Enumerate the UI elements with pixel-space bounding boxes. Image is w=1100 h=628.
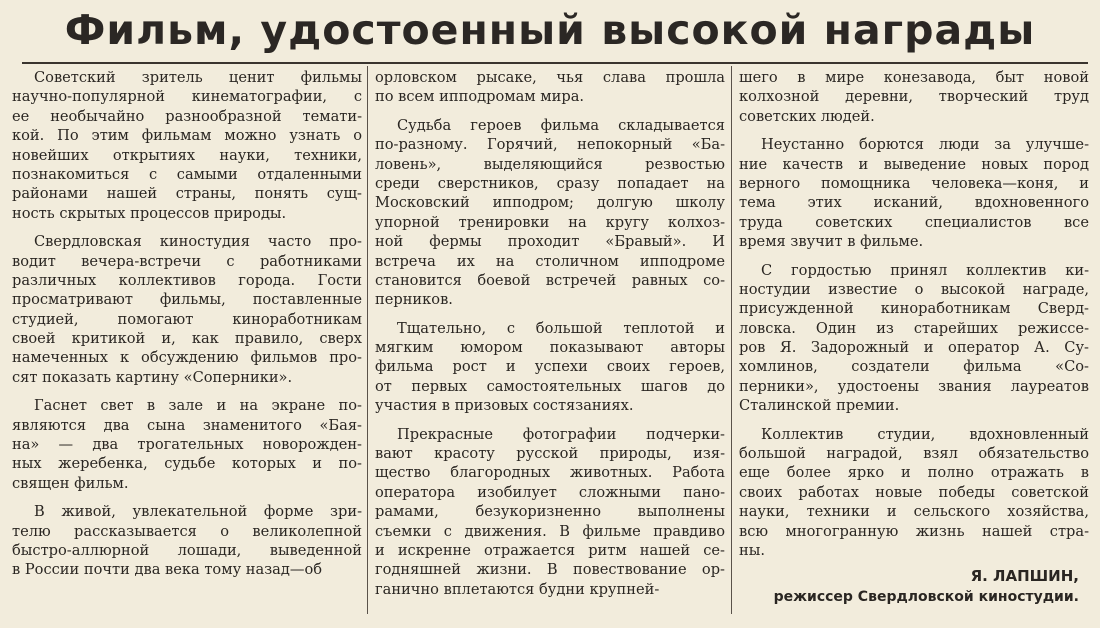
article-paragraph — [12, 502, 362, 580]
article-paragraph — [375, 319, 725, 416]
text-line: сят показать картину «Соперники». — [12, 368, 293, 386]
text-line: быстро-аллюрной лошади, выведенной — [12, 541, 362, 559]
article-paragraph — [739, 261, 1089, 416]
text-line: Коллектив студии, вдохновленный — [761, 425, 1089, 443]
text-line: Прекрасные фотографии подчерки- — [397, 425, 725, 443]
text-line: намеченных к обсуждению фильмов про- — [12, 349, 362, 367]
paragraph-gap — [12, 387, 362, 396]
text-line: по всем ипподромам мира. — [375, 88, 585, 106]
text-line: кой. По этим фильмам можно узнать о — [12, 127, 362, 145]
article-paragraph — [375, 68, 725, 107]
article-column-3 — [739, 68, 1089, 607]
text-line: верного помощника человека—коня, и — [739, 174, 1089, 192]
column-divider — [367, 66, 368, 614]
text-line: время звучит в фильме. — [739, 233, 924, 251]
text-line: священ фильм. — [12, 474, 129, 492]
text-line: мягким юмором показывают авторы — [375, 339, 725, 357]
paragraph-gap — [12, 223, 362, 232]
text-line: съемки с движения. В фильме правдиво — [375, 522, 725, 540]
paragraph-gap — [739, 252, 1089, 261]
text-line: от первых самостоятельных шагов до — [375, 377, 725, 395]
text-line: науки, техники и сельского хозяйства, — [739, 503, 1089, 521]
text-line: просматривают фильмы, поставленные — [12, 291, 362, 309]
text-line: ние качеств и выведение новых пород — [739, 155, 1089, 173]
text-line: еще более ярко и полно отражать в — [739, 464, 1089, 482]
text-line: научно-популярной кинематографии, с — [12, 88, 362, 106]
author-title: режиссер Свердловской киностудии. — [773, 589, 1079, 606]
text-line: своей критикой и, как правило, сверх — [12, 330, 362, 348]
text-line: ловска. Один из старейших режиссе- — [739, 319, 1089, 337]
text-line: колхозной деревни, творческий труд — [739, 88, 1089, 106]
text-line: участия в призовых состязаниях. — [375, 397, 634, 415]
article-paragraph — [12, 68, 362, 223]
text-line: различных коллективов города. Гости — [12, 271, 362, 289]
text-line: советских людей. — [739, 107, 875, 125]
text-line: вают красоту русской природы, изя- — [375, 445, 725, 463]
text-line: водит вечера-встречи с работниками — [12, 252, 362, 270]
text-line: районами нашей страны, понять сущ- — [12, 185, 362, 203]
text-line: в России почти два века тому назад—об — [12, 561, 323, 579]
text-line: становится боевой встречей равных со- — [375, 271, 725, 289]
text-line: оператора изобилует сложными пано- — [375, 483, 725, 501]
paragraph-gap — [739, 416, 1089, 425]
article-paragraph — [739, 425, 1089, 561]
text-line: ны. — [739, 541, 765, 559]
text-line: своих работах новые победы советской — [739, 483, 1089, 501]
text-line: присужденной киноработникам Сверд- — [739, 300, 1089, 318]
text-line: ловень», выделяющийся резвостью — [375, 155, 725, 173]
text-line: Свердловская киностудия часто про- — [34, 233, 362, 251]
paragraph-gap — [375, 416, 725, 425]
text-line: Неустанно борются люди за улучше- — [761, 136, 1089, 154]
text-line: ность скрытых процессов природы. — [12, 204, 287, 222]
text-line: ганично вплетаются будни крупней- — [375, 580, 660, 598]
article-paragraph — [375, 425, 725, 600]
text-line: ной фермы проходит «Бравый». И — [375, 233, 725, 251]
text-line: Московский ипподром; долгую школу — [375, 194, 725, 212]
text-line: встреча их на столичном ипподроме — [375, 252, 725, 270]
headline: Фильм, удостоенный высокой награды — [64, 6, 1036, 54]
text-line: среди сверстников, сразу попадает на — [375, 174, 725, 192]
text-line: фильма рост и успехи своих героев, — [375, 358, 725, 376]
article-column-3-body — [739, 68, 1089, 560]
article-paragraph — [12, 232, 362, 387]
text-line: познакомиться с самыми отдаленными — [12, 165, 362, 183]
paragraph-gap — [375, 310, 725, 319]
text-line: Судьба героев фильма складывается — [397, 116, 725, 134]
paragraph-gap — [12, 493, 362, 502]
text-line: В живой, увлекательной форме зри- — [34, 503, 362, 521]
text-line: Сталинской премии. — [739, 397, 900, 415]
article-column-1 — [12, 68, 362, 580]
text-line: Советский зритель ценит фильмы — [34, 69, 362, 86]
text-line: большой наградой, взял обязательство — [739, 445, 1089, 463]
text-line: шего в мире конезавода, быт новой — [739, 69, 1089, 86]
text-line: орловском рысаке, чья слава прошла — [375, 69, 725, 86]
text-line: ров Я. Задорожный и оператор А. Су- — [739, 339, 1089, 357]
text-line: ных жеребенка, судьбе которых и по- — [12, 455, 362, 473]
text-line: перники», удостоены звания лауреатов — [739, 377, 1089, 395]
text-line: упорной тренировки на кругу колхоз- — [375, 213, 725, 231]
text-line: щество благородных животных. Работа — [375, 464, 725, 482]
paragraph-gap — [375, 107, 725, 116]
headline-rule — [22, 62, 1088, 64]
article-paragraph — [375, 116, 725, 310]
text-line: С гордостью принял коллектив ки- — [761, 261, 1089, 279]
text-line: годняшней жизни. В повествование ор- — [375, 561, 725, 579]
article-paragraph — [739, 135, 1089, 251]
text-line: ее необычайно разнообразной темати- — [12, 107, 362, 125]
text-line: телю рассказывается о великолепной — [12, 522, 362, 540]
paragraph-gap — [739, 126, 1089, 135]
text-line: студией, помогают киноработникам — [12, 310, 362, 328]
text-line: Тщательно, с большой теплотой и — [397, 319, 725, 337]
text-line: новейших открытиях науки, техники, — [12, 146, 362, 164]
text-line: перников. — [375, 291, 453, 309]
author-name: Я. ЛАПШИН, — [970, 567, 1079, 586]
text-line: хомлинов, создатели фильма «Со- — [739, 358, 1089, 376]
text-line: ностудии известие о высокой награде, — [739, 280, 1089, 298]
article-paragraph — [739, 68, 1089, 126]
article-column-2 — [375, 68, 725, 599]
text-line: по-разному. Горячий, непокорный «Ба- — [375, 136, 725, 154]
text-line: рамами, безукоризненно выполнены — [375, 503, 725, 521]
text-line: являются два сына знаменитого «Бая- — [12, 416, 362, 434]
text-line: тема этих исканий, вдохновенного — [739, 194, 1089, 212]
column-divider — [731, 66, 732, 614]
text-line: и искренне отражается ритм нашей се- — [375, 541, 725, 559]
text-line: на» — два трогательных новорожден- — [12, 436, 362, 454]
text-line: всю многогранную жизнь нашей стра- — [739, 522, 1089, 540]
article-paragraph — [12, 396, 362, 493]
text-line: труда советских специалистов все — [739, 213, 1089, 231]
text-line: Гаснет свет в зале и на экране по- — [34, 397, 362, 415]
